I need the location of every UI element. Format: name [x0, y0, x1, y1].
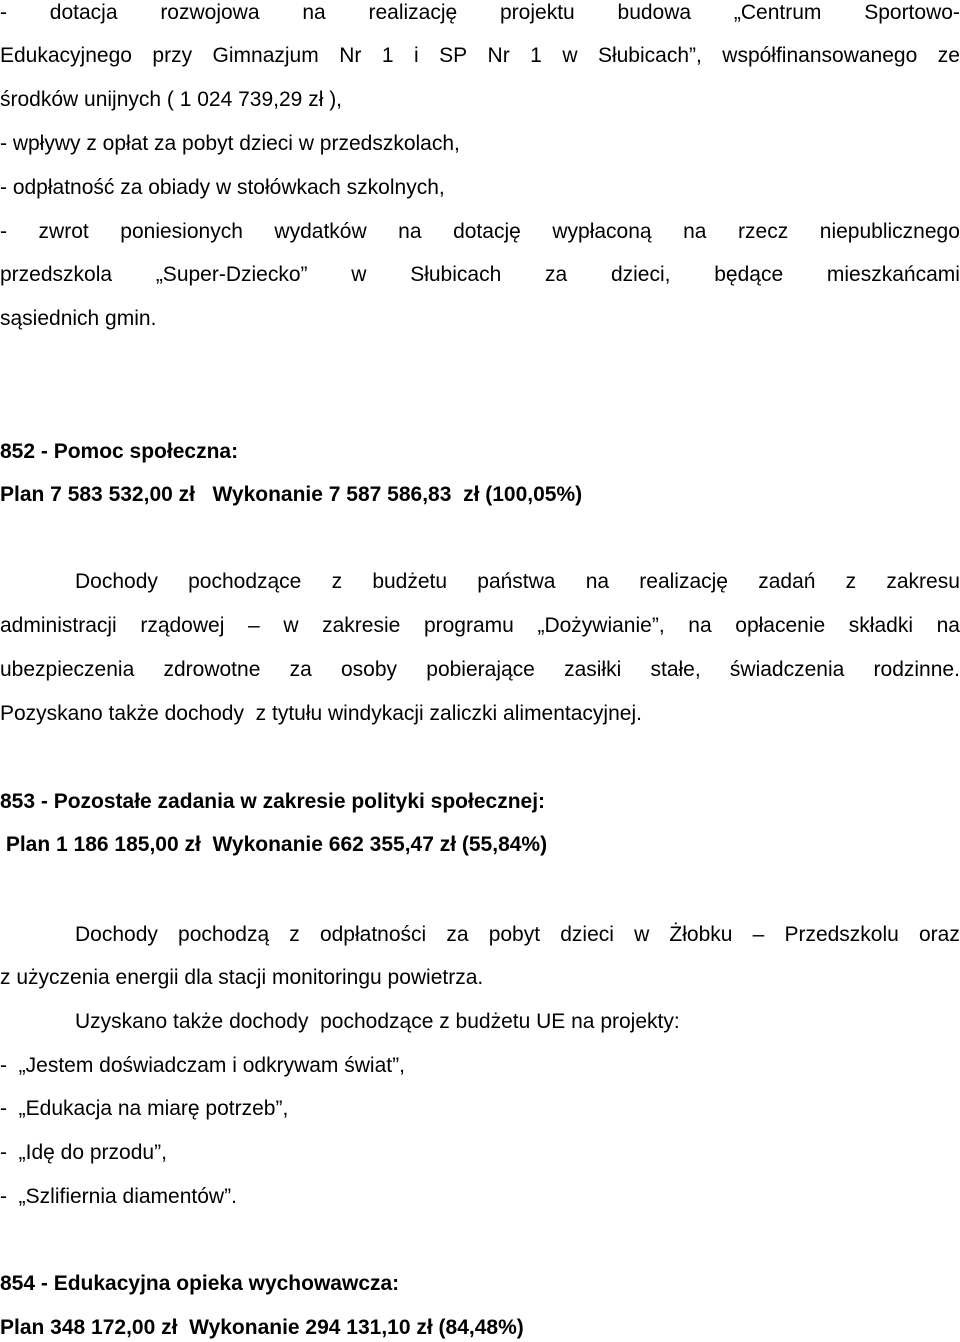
- word: pochodzą: [178, 923, 270, 946]
- word: realizację: [639, 570, 728, 593]
- word: współfinansowanego: [722, 44, 918, 67]
- word: Nr: [487, 44, 510, 67]
- word: w: [562, 44, 578, 67]
- word: „Dożywianie”,: [537, 614, 665, 637]
- word: w: [634, 923, 650, 946]
- word: w: [351, 263, 367, 286]
- word: na: [683, 220, 707, 243]
- word: wydatków: [274, 220, 367, 243]
- justified-line: [0, 43, 960, 69]
- justified-line: [75, 569, 960, 595]
- plan-853: Plan 1 186 185,00 zł Wykonanie 662 355,47 zł (55,84%): [0, 833, 548, 856]
- word: oraz: [918, 923, 960, 946]
- justified-line: [0, 219, 960, 245]
- word: Przedszkolu: [784, 923, 899, 946]
- word: rzecz: [738, 220, 789, 243]
- word: opłacenie: [735, 614, 826, 637]
- word: realizację: [368, 1, 458, 24]
- plan-854: Plan 348 172,00 zł Wykonanie 294 131,10 zł (84,48%): [0, 1316, 524, 1339]
- section-heading-853: 853 - Pozostałe zadania w zakresie polityki społecznej:: [0, 790, 546, 813]
- word: „Super-Dziecko”: [155, 263, 308, 286]
- word: administracji: [0, 614, 117, 637]
- word: projektu: [500, 1, 575, 24]
- word: programu: [423, 614, 514, 637]
- word: będące: [714, 263, 784, 286]
- word: i: [413, 44, 419, 67]
- word: Słubicach: [410, 263, 502, 286]
- text-line: Pozyskano także dochody z tytułu windykacji zaliczki alimentacyjnej.: [0, 702, 642, 725]
- text-line: z użyczenia energii dla stacji monitoringu powietrza.: [0, 966, 484, 989]
- word: pochodzące: [188, 570, 302, 593]
- justified-line: [75, 922, 960, 948]
- justified-line: [0, 613, 960, 639]
- word: rodzinne.: [873, 658, 960, 681]
- word: –: [248, 614, 260, 637]
- word: Edukacyjnego: [0, 44, 132, 67]
- list-item: - „Jestem doświadczam i odkrywam świat”,: [0, 1054, 405, 1077]
- word: dzieci,: [610, 263, 671, 286]
- word: z: [331, 570, 343, 593]
- word: za: [289, 658, 312, 681]
- word: zakresie: [322, 614, 401, 637]
- word: Słubicach”,: [597, 44, 702, 67]
- word: składki: [848, 614, 913, 637]
- list-item: - „Idę do przodu”,: [0, 1141, 167, 1164]
- word: SP: [439, 44, 468, 67]
- word: „Centrum: [733, 1, 822, 24]
- word: na: [585, 570, 610, 593]
- word: niepublicznego: [819, 220, 960, 243]
- word: Żłobku: [669, 923, 733, 946]
- word: Dochody: [75, 570, 158, 593]
- word: budowa: [617, 1, 692, 24]
- justified-line: [0, 657, 960, 683]
- word: rządowej: [140, 614, 225, 637]
- plan-852: Plan 7 583 532,00 zł Wykonanie 7 587 586,83 zł (100,05%): [0, 483, 583, 506]
- word: 1: [381, 44, 394, 67]
- word: -: [0, 1, 7, 24]
- word: rozwojowa: [160, 1, 260, 24]
- word: -: [0, 220, 7, 243]
- word: zadań: [758, 570, 816, 593]
- word: Gimnazjum: [212, 44, 319, 67]
- word: na: [688, 614, 712, 637]
- section-heading-852: 852 - Pomoc społeczna:: [0, 440, 239, 463]
- word: za: [545, 263, 568, 286]
- word: przedszkola: [0, 263, 113, 286]
- word: zdrowotne: [163, 658, 261, 681]
- word: mieszkańcami: [826, 263, 960, 286]
- text-line: sąsiednich gmin.: [0, 307, 157, 330]
- word: na: [302, 1, 326, 24]
- word: zakresu: [886, 570, 960, 593]
- word: 1: [530, 44, 542, 67]
- list-item: - „Edukacja na miarę potrzeb”,: [0, 1097, 289, 1120]
- word: ze: [937, 44, 960, 67]
- word: ubezpieczenia: [0, 658, 135, 681]
- word: zwrot: [38, 220, 89, 243]
- text-line: Uzyskano także dochody pochodzące z budżetu UE na projekty:: [75, 1010, 680, 1033]
- word: za: [446, 923, 469, 946]
- word: przy: [152, 44, 193, 67]
- word: z: [289, 923, 300, 946]
- word: Nr: [339, 44, 362, 67]
- text-line: - wpływy z opłat za pobyt dzieci w przedszkolach,: [0, 132, 460, 155]
- word: wypłaconą: [552, 220, 652, 243]
- word: odpłatności: [319, 923, 427, 946]
- section-heading-854: 854 - Edukacyjna opieka wychowawcza:: [0, 1272, 400, 1295]
- word: dotację: [453, 220, 521, 243]
- word: świadczenia: [729, 658, 845, 681]
- list-item: - „Szlifiernia diamentów”.: [0, 1185, 237, 1208]
- justified-line: [0, 262, 960, 288]
- word: z: [845, 570, 857, 593]
- text-line: środków unijnych ( 1 024 739,29 zł ),: [0, 88, 343, 111]
- justified-line: [0, 0, 960, 26]
- word: Sportowo-: [864, 1, 960, 24]
- word: dotacja: [49, 1, 118, 24]
- word: pobierające: [426, 658, 535, 681]
- word: poniesionych: [120, 220, 243, 243]
- word: Dochody: [75, 923, 158, 946]
- word: państwa: [477, 570, 556, 593]
- word: budżetu: [372, 570, 448, 593]
- word: na: [398, 220, 422, 243]
- word: na: [936, 614, 960, 637]
- word: dzieci: [560, 923, 614, 946]
- word: w: [283, 614, 299, 637]
- word: zasiłki: [564, 658, 622, 681]
- word: osoby: [341, 658, 398, 681]
- word: –: [752, 923, 765, 946]
- word: pobyt: [488, 923, 541, 946]
- word: stałe,: [650, 658, 701, 681]
- text-line: - odpłatność za obiady w stołówkach szkolnych,: [0, 176, 445, 199]
